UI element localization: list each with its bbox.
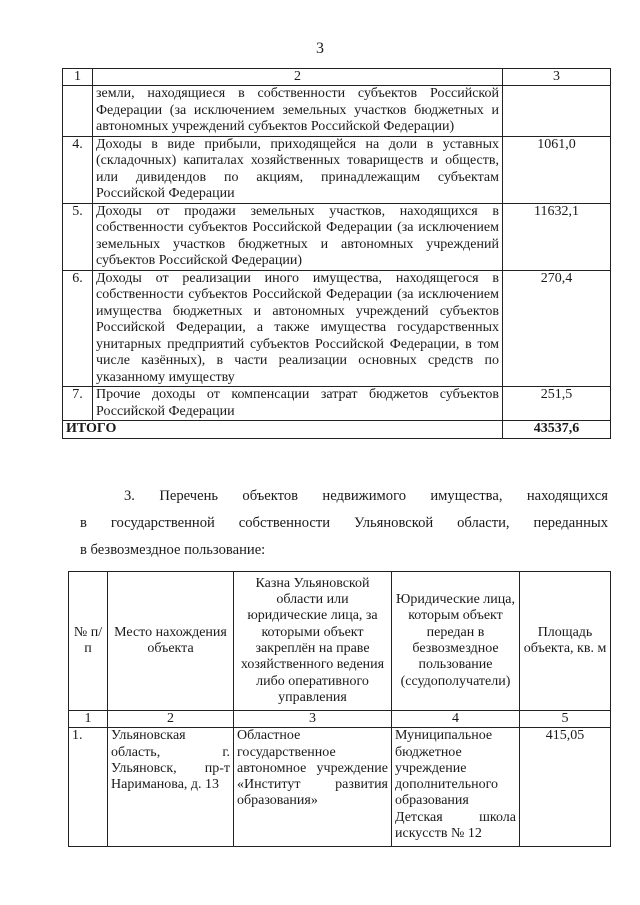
- object-user: Муниципальное бюджетное учреждение дополнительного образования Детская школа искусств № 12: [392, 728, 520, 847]
- total-label: ИТОГО: [63, 421, 503, 439]
- page-number: 3: [316, 40, 324, 57]
- row-number: 5.: [63, 203, 93, 270]
- object-location: Ульяновская область, г. Ульяновск, пр-т Нариманова, д. 13: [108, 728, 234, 847]
- row-number: 4.: [63, 136, 93, 203]
- row-value: 1061,0: [503, 136, 611, 203]
- row-description: земли, находящиеся в собственности субъектов Российской Федерации (за исключением земельных участков бюджетных и автономных учреждений субъектов Российской Федерации): [93, 86, 503, 137]
- paragraph-line: в государственной собственности Ульяновской области, переданных: [80, 515, 608, 531]
- paragraph-line: в безвозмездное пользование:: [80, 542, 266, 558]
- row-number: 6.: [63, 270, 93, 387]
- table-row: [63, 203, 611, 270]
- row-description: Доходы в виде прибыли, приходящейся на доли в уставных (складочных) капиталах хозяйственных товариществ и обществ, или дивидендов по акциям, принадлежащим субъектам Российской Федерации: [93, 136, 503, 203]
- column-number: 3: [234, 711, 392, 728]
- row-number: 1.: [69, 728, 108, 847]
- header-cell: № п/п: [69, 572, 108, 711]
- object-area: 415,05: [520, 728, 611, 847]
- row-value: 11632,1: [503, 203, 611, 270]
- row-number: [63, 86, 93, 137]
- section-paragraph: [80, 483, 608, 564]
- row-description: Прочие доходы от компенсации затрат бюджетов субъектов Российской Федерации: [93, 387, 503, 421]
- header-cell: 1: [63, 69, 93, 86]
- total-value: 43537,6: [503, 421, 611, 439]
- table-row: [63, 270, 611, 387]
- row-value: 270,4: [503, 270, 611, 387]
- row-description: Доходы от реализации иного имущества, находящегося в собственности субъектов Российской Федерации (за исключением имущества бюджетных и автономных учреждений субъектов Российской Федерации, а также имущества государственных унитарных предприятий субъектов Российской Федерации, в том числе казённых), в части реализации основных средств по указанному имуществу: [93, 270, 503, 387]
- column-number: 5: [520, 711, 611, 728]
- object-holder: Областное государственное автономное учреждение «Институт развития образования»: [234, 728, 392, 847]
- header-cell: Юридические лица, которым объект передан в безвозмездное пользование (ссудополучатели): [392, 572, 520, 711]
- header-cell: 3: [503, 69, 611, 86]
- table-row: [63, 136, 611, 203]
- row-value: [503, 86, 611, 137]
- total-row: [63, 421, 611, 439]
- column-number: 1: [69, 711, 108, 728]
- paragraph-line: 3. Перечень объектов недвижимого имущества, находящихся: [124, 488, 608, 504]
- property-table: [68, 571, 611, 847]
- table-row: [63, 387, 611, 421]
- header-cell: Место нахождения объекта: [108, 572, 234, 711]
- column-number: 2: [108, 711, 234, 728]
- header-cell: 2: [93, 69, 503, 86]
- row-number: 7.: [63, 387, 93, 421]
- table-header-row: [63, 69, 611, 86]
- table-header-row: [69, 572, 611, 711]
- header-cell: Казна Ульяновской области или юридические лица, за которыми объект закреплён на праве хозяйственного ведения либо оперативного управления: [234, 572, 392, 711]
- row-description: Доходы от продажи земельных участков, находящихся в собственности субъектов Российской Федерации (за исключением земельных участков бюджетных и автономных учреждений субъектов Российской Федерации): [93, 203, 503, 270]
- table-row: [63, 86, 611, 137]
- column-number-row: [69, 711, 611, 728]
- row-value: 251,5: [503, 387, 611, 421]
- table-row: [69, 728, 611, 847]
- column-number: 4: [392, 711, 520, 728]
- header-cell: Площадь объекта, кв. м: [520, 572, 611, 711]
- revenue-table: [62, 68, 611, 439]
